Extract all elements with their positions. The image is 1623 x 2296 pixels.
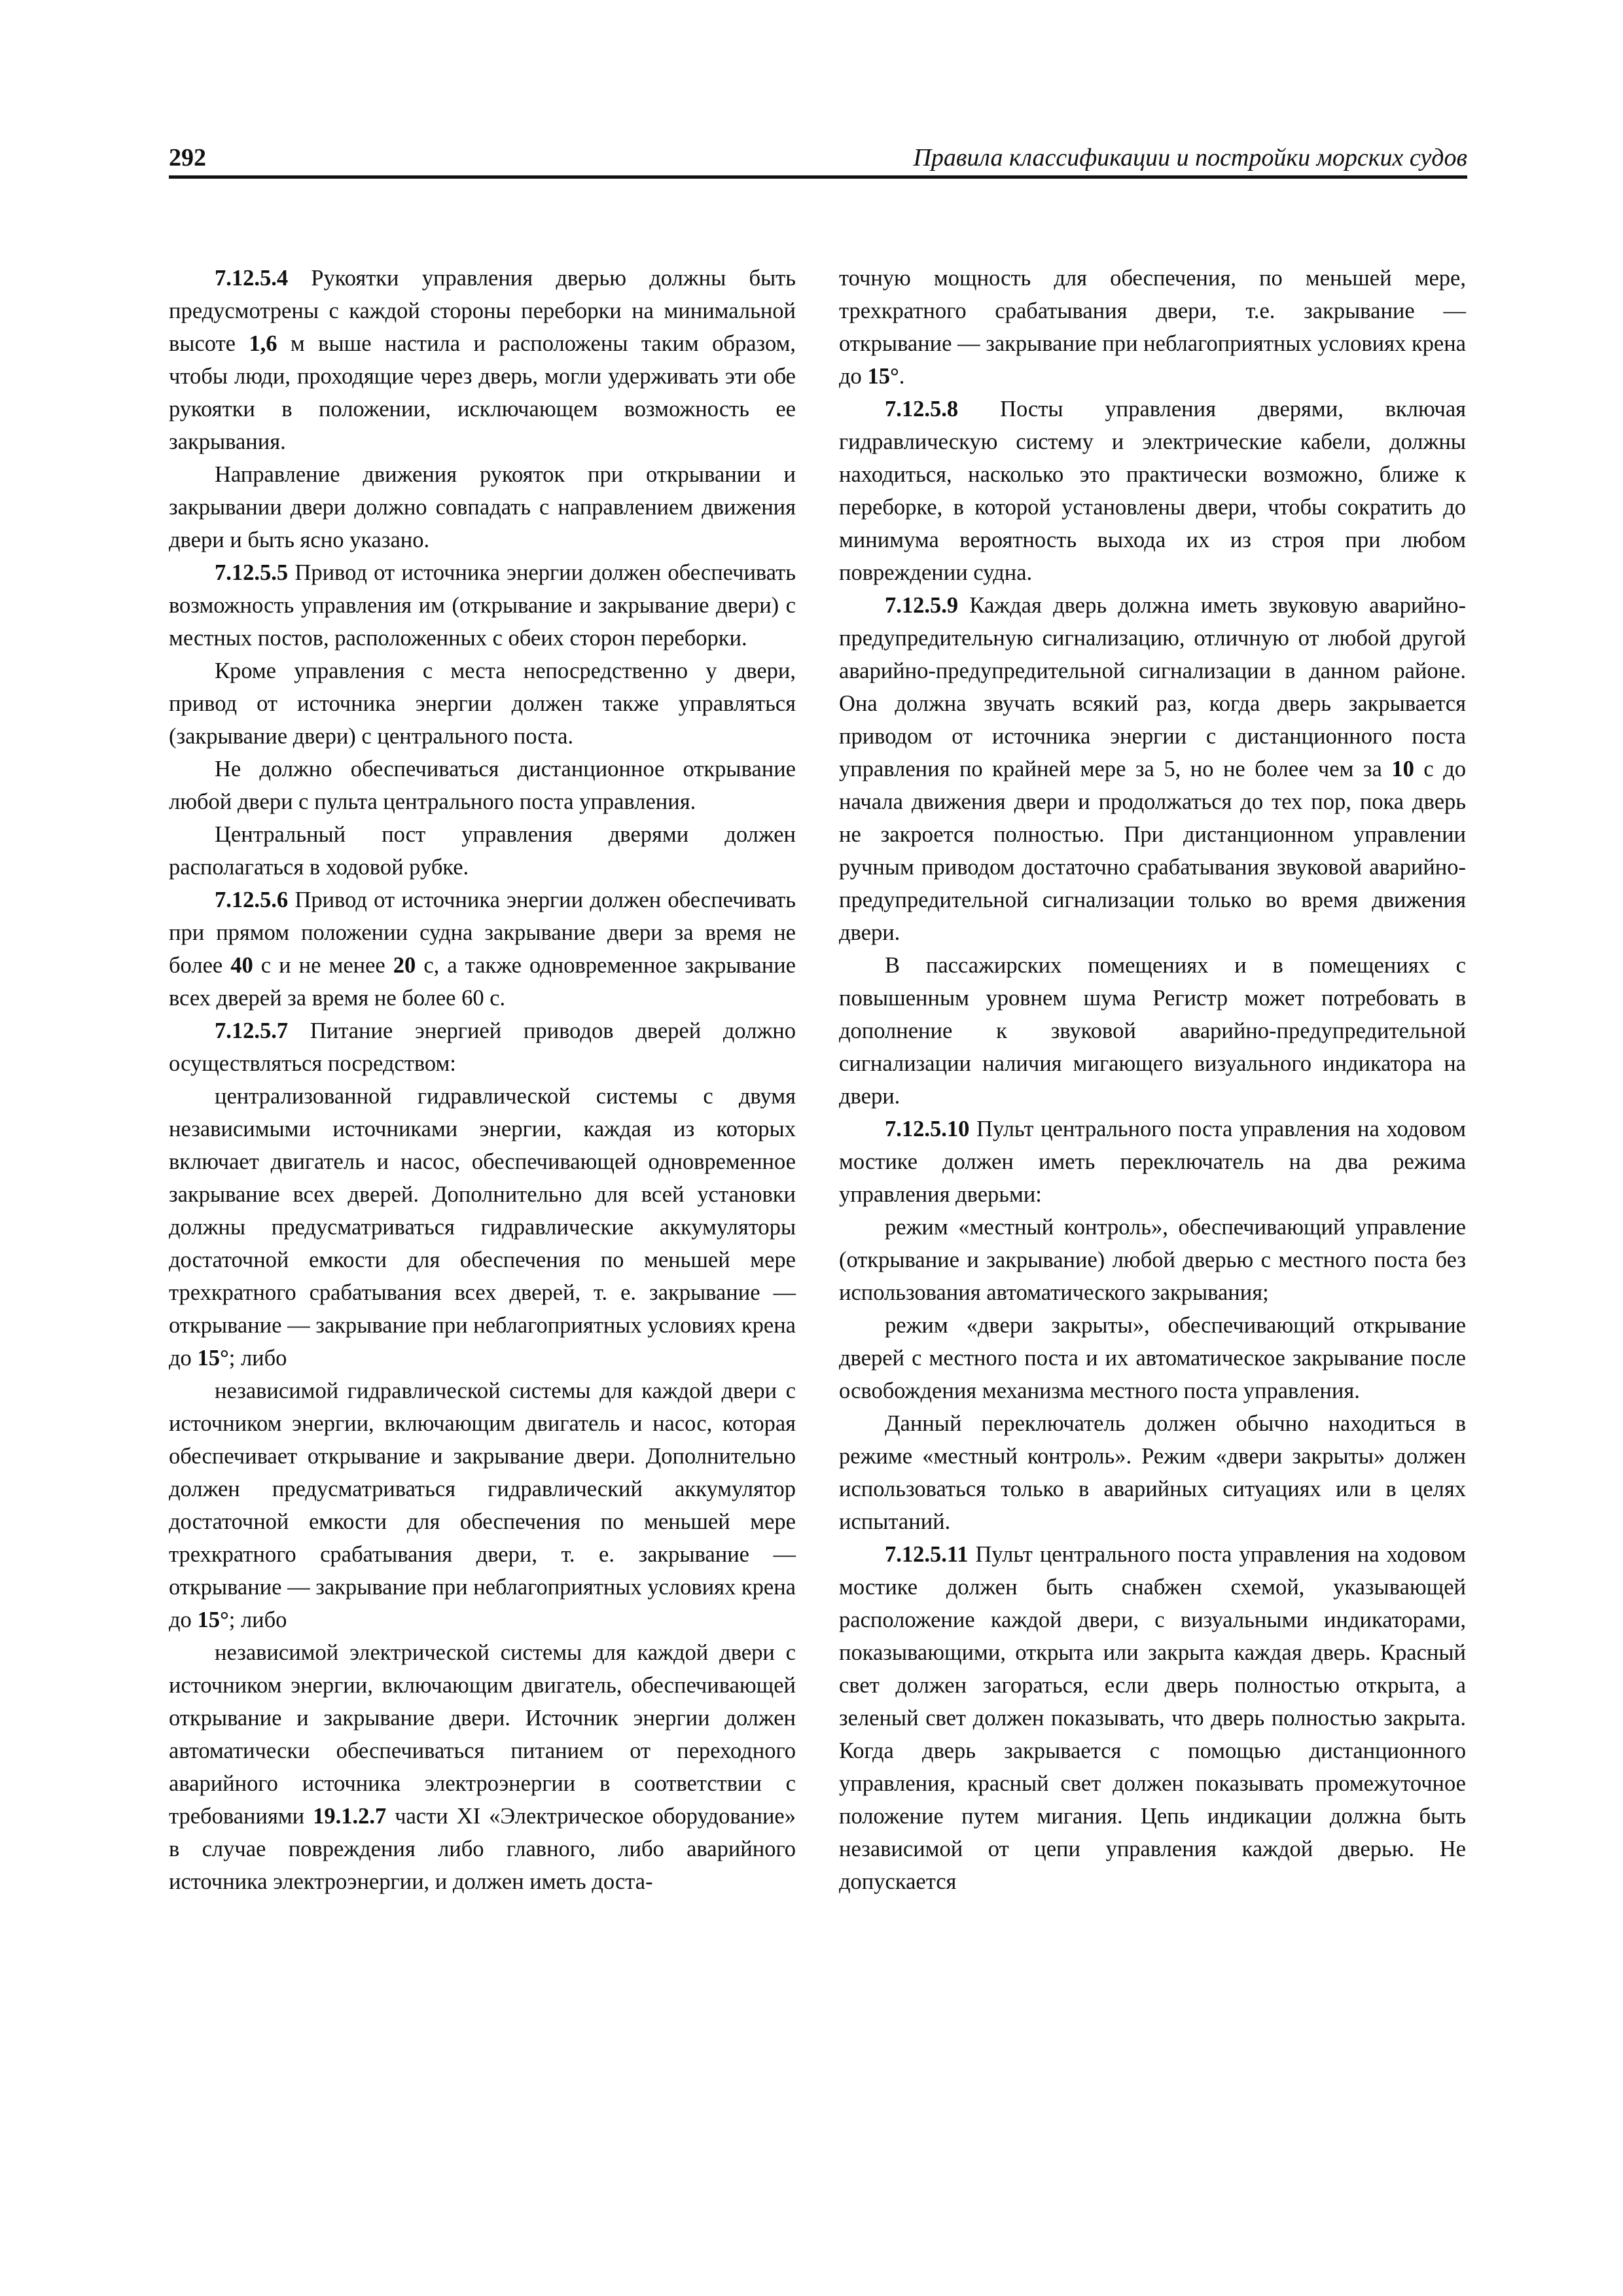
paragraph-text: Центральный пост управления дверями должен располагаться в ходовой рубке. — [169, 822, 796, 880]
clause-number: 7.12.5.11 — [885, 1542, 969, 1567]
bold-value: 1,6 — [249, 331, 277, 356]
clause-paragraph — [169, 1014, 796, 1080]
paragraph-text: Каждая дверь должна иметь звуковую аварийно-предупредительную сигнализацию, отличную от любой другой аварийно-предупредительной сигнализации в данном районе. Она должна звучать всякий раз, когда дверь закрывается приводом от источника энергии с дистанционного поста управления по крайней мере за 5, но не более чем за — [839, 593, 1466, 781]
bold-value: 10 — [1391, 757, 1414, 781]
bold-value: 15° — [197, 1346, 229, 1371]
paragraph-text: независимой электрической системы для каждой двери с источником энергии, включающим двигатель, обеспечивающей открывание и закрывание двери. Источник энергии должен автоматически обеспечиваться питанием от переходного аварийного источника электроэнергии в соответствии с требованиями — [169, 1640, 796, 1829]
clause-number: 7.12.5.6 — [215, 888, 289, 912]
paragraph-text: Привод от источника энергии должен обеспечивать возможность управления им (открывание и закрывание двери) с местных постов, расположенных с обеих сторон переборки. — [169, 560, 796, 651]
paragraph-text: . — [899, 364, 905, 389]
clause-paragraph — [839, 1113, 1466, 1211]
bold-value: 15° — [867, 364, 899, 389]
paragraph-text: Питание энергией приводов дверей должно осуществляться посредством: — [169, 1018, 796, 1076]
clause-number: 7.12.5.7 — [215, 1018, 289, 1043]
paragraph-text: В пассажирских помещениях и в помещениях с повышенным уровнем шума Регистр может потребовать в дополнение к звуковой аварийно-предупредительной сигнализации наличия мигающего визуального индикатора на двери. — [839, 953, 1466, 1109]
clause-number: 7.12.5.9 — [885, 593, 959, 618]
clause-paragraph — [169, 884, 796, 1014]
paragraph-text: Пульт центрального поста управления на ходовом мостике должен быть снабжен схемой, указывающей расположение каждой двери, с визуальными индикаторами, показывающими, открыта или закрыта каждая дверь. Красный свет должен загораться, если дверь полностью открыта, а зеленый свет должен показывать, что дверь полностью закрыта. Когда дверь закрывается с помощью дистанционного управления, красный свет должен показывать промежуточное положение путем мигания. Цепь индикации должна быть независимой от цепи управления каждой дверью. Не допускается — [839, 1542, 1466, 1894]
header-rule — [169, 175, 1467, 179]
paragraph-text: режим «местный контроль», обеспечивающий управление (открывание и закрывание) любой дверью с местного поста без использования автоматического закрывания; — [839, 1215, 1466, 1305]
clause-paragraph — [839, 393, 1466, 589]
paragraph-text: с до начала движения двери и продолжаться до тех пор, пока дверь не закроется полностью. При дистанционном управлении ручным приводом достаточно срабатывания звуковой аварийно-предупредительной сигнализации только во время движения двери. — [839, 757, 1467, 945]
clause-number: 7.12.5.10 — [885, 1117, 970, 1141]
right-column — [839, 262, 1466, 1898]
paragraph-text: точную мощность для обеспечения, по меньшей мере, трехкратного срабатывания двери, т.е. закрывание — открывание — закрывание при неблагоприятных условиях крена до — [839, 266, 1466, 389]
paragraph-text: с и не менее — [253, 953, 393, 978]
paragraph-text: Данный переключатель должен обычно находиться в режиме «местный контроль». Режим «двери закрыты» должен использоваться только в аварийных ситуациях или в целях испытаний. — [839, 1411, 1466, 1534]
paragraph-text: Посты управления дверями, включая гидравлическую систему и электрические кабели, должны находиться, насколько это практически возможно, ближе к переборке, в которой установлены двери, чтобы сократить до минимума вероятность выхода их из строя при любом повреждении судна. — [839, 397, 1466, 585]
clause-paragraph — [169, 262, 796, 458]
paragraph-text: ; либо — [228, 1607, 287, 1632]
paragraph-text: м выше настила и расположены таким образом, чтобы люди, проходящие через дверь, могли удерживать эти обе рукоятки в положении, исключающем возможность ее закрывания. — [169, 331, 796, 454]
body-paragraph — [839, 1211, 1466, 1309]
page-number: 292 — [169, 144, 206, 171]
paragraph-text: режим «двери закрыты», обеспечивающий открывание дверей с местного поста и их автоматическое закрывание после освобождения механизма местного поста управления. — [839, 1313, 1466, 1403]
clause-number: 7.12.5.4 — [215, 266, 289, 291]
body-paragraph — [169, 655, 796, 753]
clause-paragraph — [839, 589, 1466, 949]
body-paragraph — [169, 1080, 796, 1374]
bold-value: 20 — [393, 953, 416, 978]
body-paragraph — [169, 753, 796, 818]
paragraph-text: централизованной гидравлической системы с двумя независимыми источниками энергии, каждая из которых включает двигатель и насос, обеспечивающей одновременное закрывание всех дверей. Дополнительно для всей установки должны предусматриваться гидравлические аккумуляторы достаточной емкости для обеспечения по меньшей мере трехкратного срабатывания всех дверей, т. е. закрывание — открывание — закрывание при неблагоприятных условиях крена до — [169, 1084, 796, 1371]
body-paragraph — [839, 1407, 1466, 1538]
clause-paragraph — [169, 556, 796, 655]
bold-value: 19.1.2.7 — [313, 1804, 387, 1829]
paragraph-text: Пульт центрального поста управления на ходовом мостике должен иметь переключатель на два режима управления дверьми: — [839, 1117, 1466, 1207]
paragraph-text: с, а также одновременное закрывание всех дверей за время не более 60 с. — [169, 953, 796, 1011]
body-paragraph — [169, 1636, 796, 1898]
clause-paragraph — [839, 1538, 1466, 1898]
clause-number: 7.12.5.8 — [885, 397, 959, 422]
paragraph-text: независимой гидравлической системы для каждой двери с источником энергии, включающим двигатель и насос, которая обеспечивает открывание и закрывание двери. Дополнительно должен предусматриваться гидравлический аккумулятор достаточной емкости для обеспечения по меньшей мере трехкратного срабатывания двери, т. е. закрывание — открывание — закрывание при неблагоприятных условиях крена до — [169, 1378, 796, 1632]
bold-value: 15° — [197, 1607, 229, 1632]
running-title: Правила классификации и постройки морских судов — [913, 144, 1467, 171]
bold-value: 40 — [230, 953, 253, 978]
left-column — [169, 262, 796, 1898]
body-paragraph — [839, 262, 1466, 393]
paragraph-text: Рукоятки управления дверью должны быть предусмотрены с каждой стороны переборки на минимальной высоте — [169, 266, 796, 356]
paragraph-text: ; либо — [228, 1346, 287, 1371]
paragraph-text: Привод от источника энергии должен обеспечивать при прямом положении судна закрывание двери за время не более — [169, 888, 796, 978]
paragraph-text: Кроме управления с места непосредственно у двери, привод от источника энергии должен также управляться (закрывание двери) с центрального поста. — [169, 658, 796, 749]
body-paragraph — [839, 949, 1466, 1113]
body-paragraph — [839, 1309, 1466, 1407]
paragraph-text: Не должно обеспечиваться дистанционное открывание любой двери с пульта центрального поста управления. — [169, 757, 796, 814]
clause-number: 7.12.5.5 — [215, 560, 289, 585]
body-paragraph — [169, 818, 796, 884]
paragraph-text: Направление движения рукояток при открывании и закрывании двери должно совпадать с направлением движения двери и быть ясно указано. — [169, 462, 796, 552]
paragraph-text: части XI «Электрическое оборудование» в случае повреждения либо главного, либо аварийного источника электроэнергии, и должен иметь доста- — [169, 1804, 796, 1894]
body-paragraph — [169, 458, 796, 556]
body-paragraph — [169, 1374, 796, 1636]
